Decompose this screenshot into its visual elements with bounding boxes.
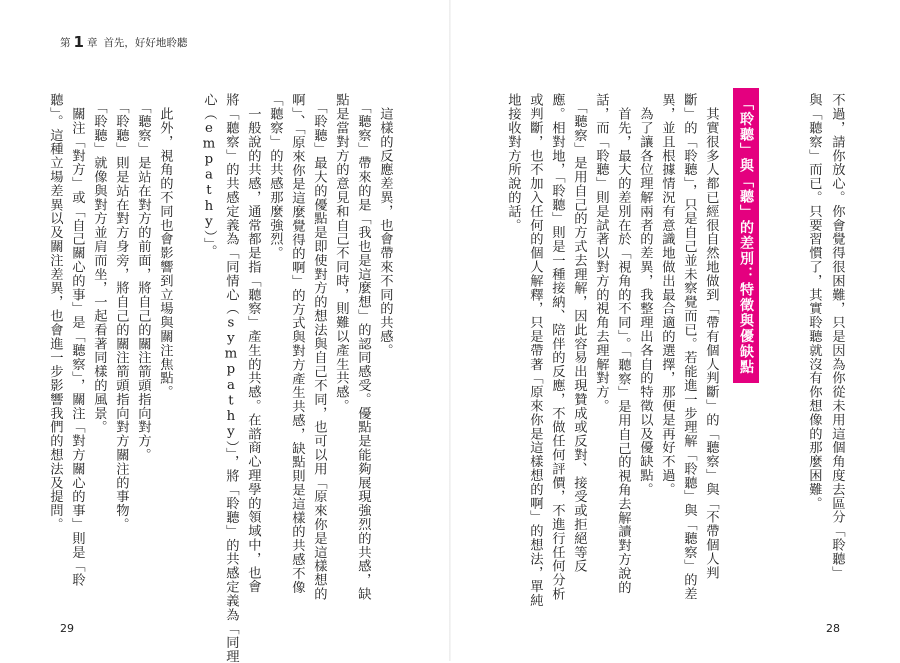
left-text-line: 點是當對方的意見和自己不同時，則難以產生共感。: [333, 93, 349, 413]
right-text-line: 首先，最大的差別在於「視角的不同」。「聽察」是用自己的視角去解讀對方說的: [615, 93, 631, 594]
right-text-line: 應。相對地，「聆聽」則是一種接納、陪伴的反應，不做任何評價，不進行任何分析: [549, 93, 565, 601]
right-text-line: 與「聽察」而已。只要習慣了，其實聆聽就沒有你想像的那麼困難。: [806, 93, 822, 510]
chapter-prefix: 第: [60, 37, 71, 49]
right-text-line: 異，並且根據情況有意識地做出最合適的選擇，那便是再好不過。: [659, 93, 675, 497]
left-text-line: 關注「對方」或「自己關心的事」是「聽察」，關注「對方關心的事」則是「聆: [69, 93, 85, 587]
right-text-line: 斷」的「聆聽」，只是自己並未察覺而已。若能進一步理解「聆聽」與「聽察」的差: [681, 93, 697, 601]
left-text-line: 「聆聽」則是站在對方身旁，將自己的關注箭頭指向對方關注的事物。: [113, 93, 129, 532]
left-text-line: 一般說的共感，通常都是指「聽察」產生的共感。在諮商心理學的領域中，也會: [245, 93, 261, 594]
chapter-suffix: 章: [86, 37, 98, 49]
chapter-title: 首先，好好地聆聽: [103, 37, 188, 49]
right-text-line: 其實很多人都已經很自然地做到「帶有個人判斷」的「聽察」與「不帶個人判: [703, 93, 719, 580]
right-text-line: 地接收對方所說的話。: [505, 93, 521, 232]
right-text-line: 不過，請你放心。你會覺得很困難，只是因為你從未用這個角度去區分「聆聽」: [829, 93, 845, 580]
left-text-line: 將「聽察」的共感定義為「同情心（sympathy）」，將「聆聽」的共感定義為「同理: [223, 93, 239, 663]
left-text-line: 「聆聽」最大的優點是即使對方的想法與自己不同，也可以用「原來你是這樣想的: [311, 93, 327, 601]
left-text-line: 此外，視角的不同也會影響到立場與關注焦點。: [157, 93, 173, 399]
right-text-line: 話，而「聆聽」則是試著以對方的視角去理解對方。: [593, 93, 609, 413]
right-text-line: 「聽察」是用自己的方式去理解，因此容易出現贊成或反對、接受或拒絕等反: [571, 93, 587, 573]
left-text-line: 「聽察」是站在對方的前面，將自己的關注箭頭指向對方。: [135, 93, 151, 462]
left-text-line: 心（empathy）」。: [201, 93, 217, 259]
right-text-line: 為了讓各位理解兩者的差異，我整理出各自的特徵以及優缺點。: [637, 93, 653, 497]
left-text-line: 「聽察」帶來的是「我也是這麼想」的認同感受。優點是能夠展現強烈的共感，缺: [355, 93, 371, 601]
page-gutter: [449, 0, 451, 661]
section-heading: 「聆聽」與「聽」的差別：特徵與優缺點: [733, 88, 759, 383]
left-text-line: 「聆聽」就像與對方並肩而坐，一起看著同樣的風景。: [91, 93, 107, 434]
left-text-line: 啊」、「原來你是這麼覺得的啊」的方式與對方產生共感，缺點則是這樣的共感不像: [289, 93, 305, 594]
right-text-line: 或判斷，也不加入任何的個人解釋，只是帶著「原來你是這樣想的啊」的想法，單純: [527, 93, 543, 608]
left-text-line: 聽」。這種立場差異以及關注差異，也會進一步影響我們的想法及提問。: [47, 93, 63, 532]
page-number-right: 28: [826, 622, 840, 635]
left-text-line: 這樣的反應差異，也會帶來不同的共感。: [377, 93, 393, 358]
chapter-number: 1: [73, 33, 84, 51]
page-number-left: 29: [60, 622, 74, 635]
chapter-header: [60, 32, 187, 50]
left-text-line: 「聽察」的共感那麼強烈。: [267, 93, 283, 260]
